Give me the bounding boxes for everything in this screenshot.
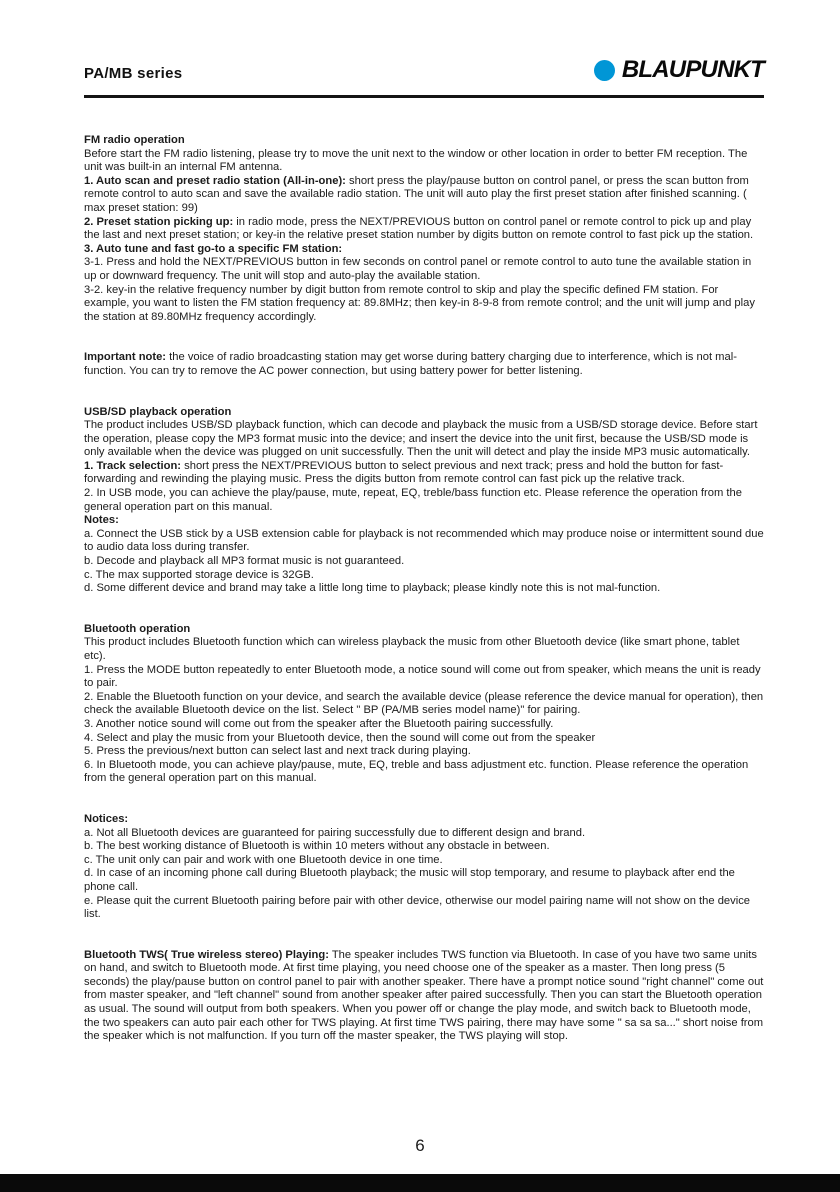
- section-tws: [84, 949, 764, 1044]
- notice-item: a. Not all Bluetooth devices are guaranteed for pairing successfully due to different design and brand.: [84, 826, 586, 839]
- section-fm-radio: [84, 134, 764, 324]
- paragraph: [84, 460, 764, 487]
- notice-item: d. In case of an incoming phone call during Bluetooth playback; the music will stop temporary, and resume to playback after end the phone call.: [84, 867, 735, 893]
- notice-item: e. Please quit the current Bluetooth pairing before pair with other device, otherwise our model pairing name will not show on the device list.: [84, 894, 751, 921]
- paragraph: 3-1. Press and hold the NEXT/PREVIOUS button in few seconds on control panel or remote control to auto tune the available station in up or downward frequency. The unit will stop and auto-play the available station.: [84, 256, 752, 282]
- blaupunkt-logo: [594, 56, 764, 84]
- section-heading: Bluetooth operation: [84, 622, 191, 635]
- blaupunkt-wordmark: BLAUPUNKT: [621, 56, 764, 83]
- paragraph-lead: 3. Auto tune and fast go-to a specific FM station:: [84, 242, 343, 255]
- series-title: PA/MB series: [84, 65, 183, 82]
- paragraph-text: short press the play/pause button on control panel, or press the scan button from remote control to auto scan and save the available radio station. The unit will auto play the first preset station after finished scanning. ( max preset station: 99): [84, 174, 749, 214]
- section-bluetooth: [84, 623, 764, 786]
- section-heading: USB/SD playback operation: [84, 405, 232, 418]
- paragraph: [84, 949, 764, 1044]
- paragraph-text: The speaker includes TWS function via Bluetooth. In case of you have two same units on hand, and switch to Bluetooth mode. At first time playing, you need choose one of the speaker as a master. Then long press (5 seconds) the play/pause button on control panel to pair with another speaker. There have a prompt notice sound "right channel" come out from master speaker, and "left channel" sound from another speaker after paired successfully. Then you can start the Bluetooth operation as usual. The sound will output from both speakers. When you power off or change the play mode, and switch back to Bluetooth mode, the two speakers can auto pair each other for TWS playing. At first time TWS pairing, there may have some " sa sa sa..." short noise from the speaker which is not malfunction. If you turn off the master speaker, the TWS playing will stop.: [84, 948, 764, 1043]
- section-usb-sd: [84, 406, 764, 596]
- note-item: d. Some different device and brand may take a little long time to playback; please kindly note this is not mal-function.: [84, 582, 661, 595]
- paragraph-lead: Important note:: [84, 351, 167, 364]
- paragraph: [84, 175, 764, 216]
- step-item: 1. Press the MODE button repeatedly to enter Bluetooth mode, a notice sound will come out from speaker, which means the unit is ready to pair.: [84, 663, 761, 690]
- paragraph: 3-2. key-in the relative frequency number by digit button from remote control to skip and play the specific defined FM station. For example, you want to listen the FM station frequency at: 89.8MHz; then key-in 8-9-8 from remote control; and the unit will jump and play the station at 89.80MHz frequency accordingly.: [84, 283, 755, 323]
- paragraph: The product includes USB/SD playback function, which can decode and playback the music from a USB/SD storage device. Before start the operation, please copy the MP3 format music into the device; and insert the device into the unit first, because the USB/SD mode is only available when the device was plugged on unit successfully. Then the unit will detect and play the inside MP3 music automatically.: [84, 419, 758, 459]
- section-important-note: [84, 351, 764, 378]
- page-number: 6: [415, 1136, 425, 1155]
- paragraph: [84, 351, 764, 378]
- bottom-scan-bar: [0, 1174, 840, 1192]
- paragraph-lead: 1. Track selection:: [84, 459, 182, 472]
- notice-item: c. The unit only can pair and work with one Bluetooth device in one time.: [84, 853, 443, 866]
- step-item: 2. Enable the Bluetooth function on your device, and search the available device (please reference the device manual for operation), then check the available Bluetooth device on the list. Select " BP (PA/MB series model name)" for pairing.: [84, 690, 764, 717]
- section-heading: FM radio operation: [84, 134, 185, 146]
- page-header: [84, 56, 764, 98]
- step-item: 3. Another notice sound will come out from the speaker after the Bluetooth pairing successfully.: [84, 717, 554, 730]
- paragraph-lead: Bluetooth TWS( True wireless stereo) Playing:: [84, 948, 329, 961]
- paragraph: [84, 216, 764, 243]
- paragraph-text: the voice of radio broadcasting station may get worse during battery charging due to interference, which is not mal-function. You can try to remove the AC power connection, but using battery power for better listening.: [84, 351, 737, 377]
- step-item: 5. Press the previous/next button can select last and next track during playing.: [84, 745, 471, 758]
- section-heading: Notices:: [84, 812, 129, 825]
- notice-item: b. The best working distance of Bluetooth is within 10 meters without any obstacle in between.: [84, 840, 550, 853]
- note-item: b. Decode and playback all MP3 format music is not guaranteed.: [84, 555, 405, 568]
- paragraph-text: in radio mode, press the NEXT/PREVIOUS button on control panel or remote control to pick up and play the last and next preset station; or key-in the relative preset station number by digits button on remote control to fast pick up the station.: [84, 215, 754, 242]
- step-item: 4. Select and play the music from your Bluetooth device, then the sound will come out from the speaker: [84, 731, 596, 744]
- blaupunkt-dot-icon: [594, 60, 615, 81]
- paragraph: This product includes Bluetooth function which can wireless playback the music from other Bluetooth device (like smart phone, tablet etc).: [84, 636, 740, 662]
- manual-content: [84, 98, 764, 1044]
- section-notices: [84, 813, 764, 922]
- paragraph: 2. In USB mode, you can achieve the play/pause, mute, repeat, EQ, treble/bass function etc. Please reference the operation from the general operation part on this manual.: [84, 487, 742, 513]
- step-item: 6. In Bluetooth mode, you can achieve play/pause, mute, EQ, treble and bass adjustment etc. function. Please reference the operation from the general operation part on this manual.: [84, 758, 749, 785]
- note-item: c. The max supported storage device is 32GB.: [84, 568, 314, 581]
- notes-heading: Notes:: [84, 514, 119, 527]
- paragraph-lead: 1. Auto scan and preset radio station (All-in-one):: [84, 174, 346, 187]
- paragraph-text: short press the NEXT/PREVIOUS button to select previous and next track; press and hold the button for fast-forwarding and rewinding the playing music. Press the digits button from remote control can fast pick up the relative track.: [84, 459, 724, 486]
- note-item: a. Connect the USB stick by a USB extension cable for playback is not recommended which may produce noise or intermittent sound due to audio data loss during transfer.: [84, 527, 764, 554]
- paragraph: Before start the FM radio listening, please try to move the unit next to the window or other location in order to better FM reception. The unit was built-in an internal FM antenna.: [84, 147, 748, 174]
- paragraph-lead: 2. Preset station picking up:: [84, 215, 234, 228]
